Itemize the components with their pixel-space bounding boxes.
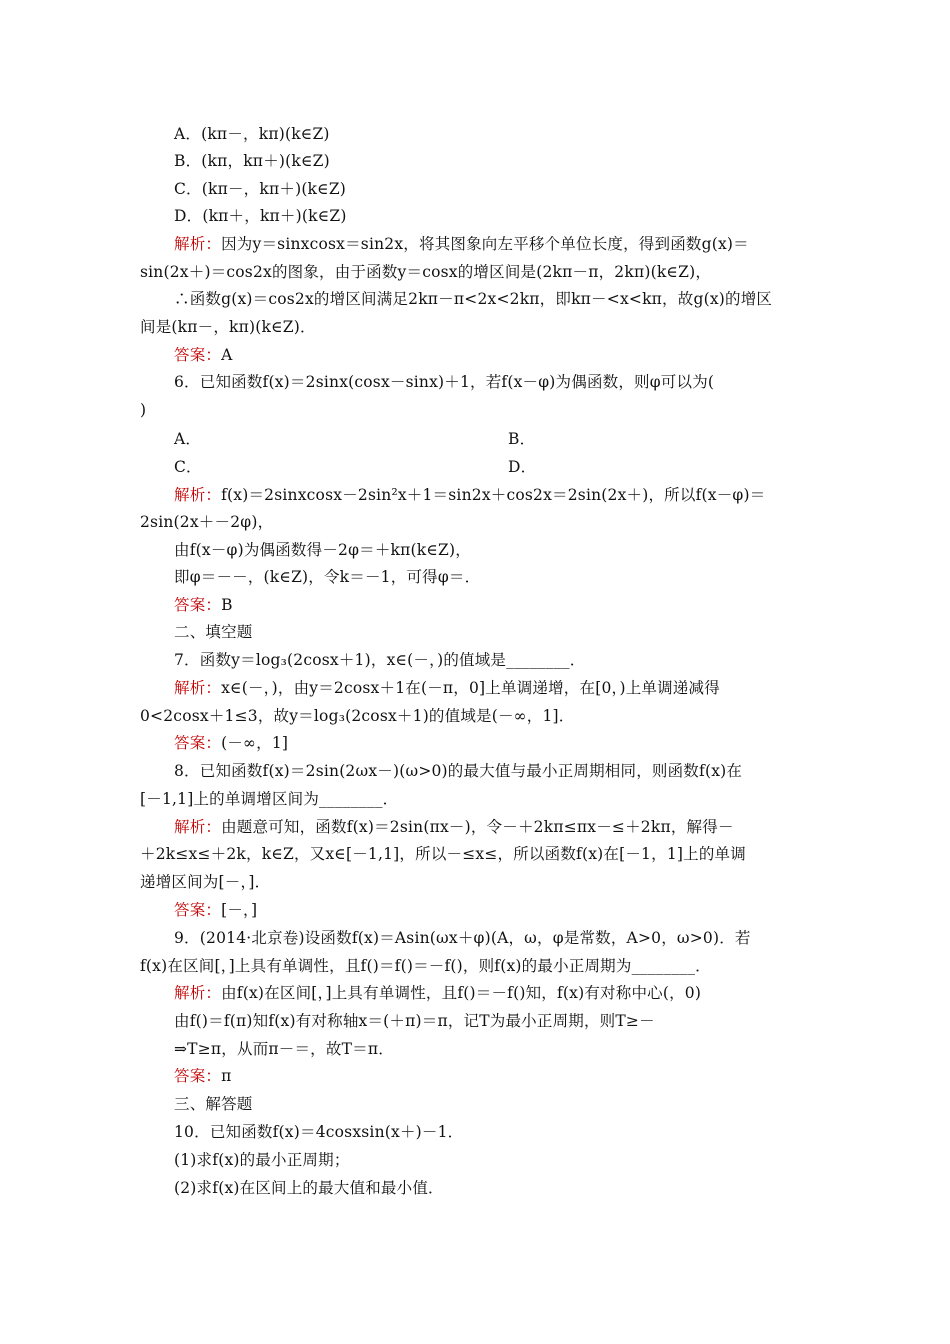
answer-label: 答案： (174, 346, 222, 364)
answer-line: 答案：π (174, 1067, 232, 1085)
analysis-label: 解析： (174, 984, 222, 1002)
analysis-label: 解析： (174, 486, 222, 504)
text-line: (1)求f(x)的最小正周期； (174, 1151, 350, 1169)
answer-line: 答案：B (174, 596, 233, 614)
answer-line: 答案：(－∞，1] (174, 734, 289, 752)
analysis-label: 解析： (174, 818, 222, 836)
text-line: 由f()＝f(π)知f(x)有对称轴x＝(＋π)＝π，记T为最小正周期，则T≥－ (174, 1012, 655, 1030)
question-8: 8．已知函数f(x)＝2sin(2ωx－)(ω>0)的最大值与最小正周期相同，则函数f(x)在 (174, 762, 743, 780)
text-line: 2sin(2x＋－2φ)， (140, 513, 274, 531)
option-b-line: B． (508, 430, 536, 448)
text-line: ∴函数g(x)＝cos2x的增区间满足2kπ－π<2x<2kπ，即kπ－<x<kπ，故g(x)的增区 (174, 290, 773, 308)
analysis-label: 解析： (174, 679, 222, 697)
answer-line: 答案：[－，] (174, 901, 258, 919)
text-line: ) (140, 401, 147, 419)
option-d-line: D． (508, 458, 537, 476)
option-b-line: B．(kπ，kπ＋)(k∈Z) (174, 152, 330, 170)
analysis-line: 解析：x∈(－，)，由y＝2cosx＋1在(－π，0]上单调递增，在[0，)上单调递减得 (174, 679, 720, 697)
text-line: [－1,1]上的单调增区间为________． (140, 790, 399, 808)
analysis-line: 解析：由题意可知，函数f(x)＝2sin(πx－)，令－＋2kπ≤πx－≤＋2kπ，解得－ (174, 818, 734, 836)
answer-label: 答案： (174, 596, 222, 614)
text-line: 0<2cosx＋1≤3，故y＝log₃(2cosx＋1)的值域是(－∞，1]． (140, 707, 575, 725)
text-line: f(x)在区间[，]上具有单调性，且f()＝f()＝－f()，则f(x)的最小正周期为________． (140, 957, 711, 975)
option-c-line: C．(kπ－，kπ＋)(k∈Z) (174, 180, 347, 198)
analysis-line: 解析：f(x)＝2sinxcosx－2sin²x＋1＝sin2x＋cos2x＝2sin(2x＋)，所以f(x－φ)＝ (174, 486, 766, 504)
text-line: 递增区间为[－，]． (140, 873, 271, 891)
option-d-line: D．(kπ＋，kπ＋)(k∈Z) (174, 207, 347, 225)
analysis-line: 解析：由f(x)在区间[，]上具有单调性，且f()＝－f()知，f(x)有对称中心(，0) (174, 984, 702, 1002)
text-line: 即φ＝－－，(k∈Z)，令k＝－1，可得φ＝． (174, 568, 481, 586)
section-heading: 三、解答题 (174, 1095, 253, 1113)
question-10: 10．已知函数f(x)＝4cosxsin(x＋)－1． (174, 1123, 464, 1141)
section-heading: 二、填空题 (174, 623, 253, 641)
question-9: 9．(2014·北京卷)设函数f(x)＝Asin(ωx＋φ)(A，ω，φ是常数，A>0，ω>0)．若 (174, 929, 751, 947)
answer-label: 答案： (174, 901, 222, 919)
option-c-line: C． (174, 458, 202, 476)
option-a-line: A．(kπ－，kπ)(k∈Z) (174, 125, 330, 143)
option-a-line: A． (174, 430, 202, 448)
text-line: (2)求f(x)在区间上的最大值和最小值． (174, 1179, 444, 1197)
answer-label: 答案： (174, 1067, 222, 1085)
analysis-label: 解析： (174, 235, 222, 253)
text-line: sin(2x＋)＝cos2x的图象，由于函数y＝cosx的增区间是(2kπ－π，2kπ)(k∈Z)， (140, 263, 712, 281)
text-line: 由f(x－φ)为偶函数得－2φ＝＋kπ(k∈Z)， (174, 541, 471, 559)
text-line: ⇒T≥π，从而π－＝，故T＝π． (174, 1040, 394, 1058)
question-7: 7．函数y＝log₃(2cosx＋1)，x∈(－，)的值域是________． (174, 651, 586, 669)
text-line: 间是(kπ－，kπ)(k∈Z)． (140, 318, 316, 336)
question-6: 6．已知函数f(x)＝2sinx(cosx－sinx)＋1，若f(x－φ)为偶函数，则φ可以为( (174, 373, 715, 391)
analysis-line: 解析：因为y＝sinxcosx＝sin2x，将其图象向左平移个单位长度，得到函数g(x)＝ (174, 235, 749, 253)
answer-line: 答案：A (174, 346, 233, 364)
answer-label: 答案： (174, 734, 222, 752)
text-line: ＋2k≤x≤＋2k，k∈Z，又x∈[－1,1]，所以－≤x≤，所以函数f(x)在[－1，1]上的单调 (140, 845, 746, 863)
